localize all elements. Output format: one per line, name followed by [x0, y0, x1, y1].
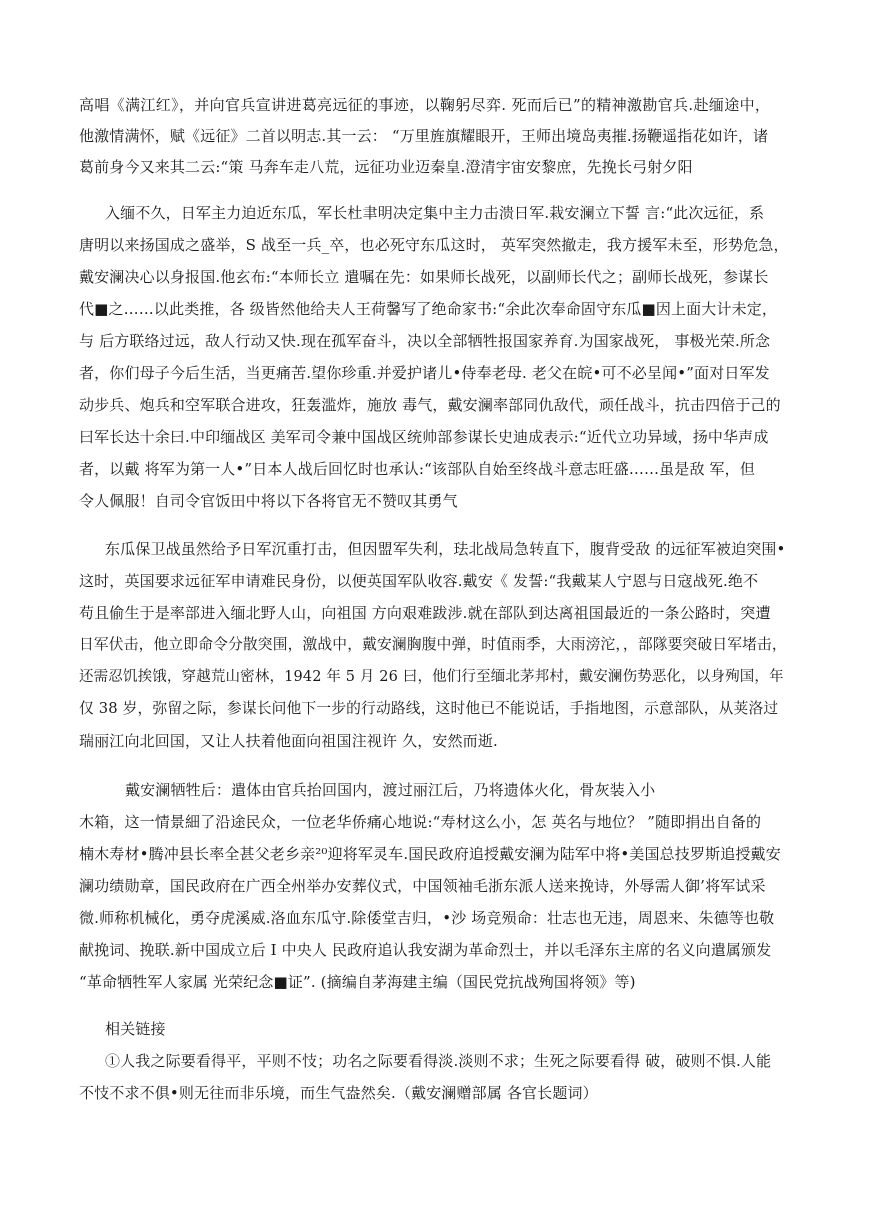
text-line: 瑞丽江向北回国，又让人扶着他面向祖国注视许 久，安然而逝.	[79, 732, 498, 750]
text-line: 献挽词、挽联.新中国成立后 I 中央人 民政府追认我安湖为革命烈士，并以毛泽东主席的名义向遣属颁发	[79, 941, 772, 959]
text-line: 曰军长达十余曰.中印缅战区 美军司令兼中国战区统帅部参谋长史迪成表示:“近代立功异域，扬中华声成	[79, 428, 769, 446]
text-line: 楠木寿材•腾冲县长率全甚父老乡亲²⁰迎将军灵车.国民政府追授戴安澜为陆军中将•美国总技罗斯追授戴安	[79, 845, 781, 863]
text-line: 仅 38 岁，弥留之际，参谋长问他下一步的行动路线，这时他已不能说话，手指地图，示意部队，从荚洛过	[79, 700, 779, 717]
text-line: 入缅不久，日军主力迫近东瓜，军长杜聿明决定集中主力击溃日军.栽安澜立下誓 言:“此次远征，系	[105, 204, 765, 222]
text-line: 苟且偷生于是率部进入缅北野人山，向祖国 方向艰难跋涉.就在部队到达离祖国最近的一条公路时，突遭	[79, 604, 771, 622]
text-line: 澜功绩勋章，国民政府在广西全州举办安葬仪式，中国领袖毛浙东派人送来挽诗，外辱需人御’将军试采	[79, 877, 766, 895]
text-line: 这时，英国要求远征军申请难民身份，以便英国军队收容.戴安《 发誓:“我戴某人宁恩与日寇战死.绝不	[79, 572, 759, 590]
text-line: ①人我之际要看得平，平则不忮；功名之际要看得淡.淡则不求；生死之际要看得 破，破则不惧.人能	[105, 1052, 772, 1070]
text-line: 令人佩服！自司令官饭田中将以下各将官无不赞叹其勇气	[79, 492, 458, 510]
text-line: 高唱《满江红》，并向官兵宣讲进葛亮远征的事迹，以鞠躬尽弈. 死而后已”的精神激勘官兵.赴缅途中，	[79, 96, 771, 114]
text-line: 还需忍饥挨饿，穿越荒山密林，1942 年 5 月 26 曰，他们行至缅北茅邦村，戴安澜伤势恶化，以身殉国，年	[79, 669, 784, 685]
text-line: 微.师称机械化，勇夺虎溪威.洛血东瓜守.除倭堂吉归，•沙 场竞殒命：壮志也无违，周恩来、朱德等也敬	[79, 909, 775, 927]
text-line: 戴安澜决心以身报国.他玄布:“本师长立 遣嘱在先：如果师长战死，以副师长代之；副师长战死，参谋长	[79, 268, 769, 286]
text-line: 木箱，这一情景細了沿途民众，一位老华侨痛心地说:“寿材这么小，怎 英名与地位？ ”随即捐出自备的	[79, 813, 762, 831]
text-line: 不忮不求不俱•则无往而非乐境，而生气盎然矣.（戴安澜赠部属 各官长题词）	[79, 1084, 598, 1102]
text-line: 代■之……以此类推，各 级皆然他给夫人王荷馨写了绝命家书:“余此次奉命固守东瓜■因上面大计未定，	[79, 300, 778, 318]
text-line: 动步兵、炮兵和空军联合进攻，狂轰滥炸，施放 毒气，戴安澜率部同仇敌代，顽任战斗，抗击四倍于己的	[79, 396, 781, 414]
text-line: 者，你们母子今后生活，当更痛苦.望你珍重.并爱护诸儿•侍奉老母. 老父在皖•可不必呈闻•”面对日军发	[79, 364, 770, 382]
text-line: 他激情满怀，赋《远征》二首以明志.其一云： “万里旌旗耀眼开，王师出境岛夷摧.扬鞭遥指花如许，诸	[79, 127, 769, 145]
text-line: 戴安澜牺牲后：遣体由官兵抬回国内，渡过丽江后，乃将遗体火化，骨灰装入小	[125, 781, 656, 799]
text-line: “革命牺牲军人家属 光荣纪念■证”. (摘编自茅海建主编（国民党抗战殉国将领》等)	[79, 973, 636, 991]
section-heading: 相关链接	[105, 1020, 166, 1038]
text-line: 葛前身今又来其二云:“策 马奔车走八荒，远征功业迈秦皇.澄清宇宙安黎庶，先挽长弓射夕阳	[79, 158, 693, 176]
text-line: 与 后方联络过远，敌人行动又快.现在孤军奋斗，决以全部牺牲报国家养育.为国家战死， 事极光荣.所念	[79, 332, 771, 350]
text-line: 者，以戴 将军为第一人•”日本人战后回忆时也承认:“该部队自始至终战斗意志旺盛……虽是敌 军，但	[79, 460, 755, 478]
text-line: 日军伏击，他立即命令分散突围，激战中，戴安澜胸腹中弹，时值雨季，大雨滂沱，，部隊要突破日军堵击，	[79, 636, 787, 653]
text-line: 东瓜保卫战虽然给予日军沉重打击，但因盟军失利，珐北战局急转直下，腹背受敌 的远征军被迫突围•	[105, 540, 786, 558]
text-line: 唐明以来扬国成之盛举，S 战至一兵_卒，也必死守东瓜这时， 英军突然撤走，我方援军未至，形势危急，	[79, 236, 789, 254]
